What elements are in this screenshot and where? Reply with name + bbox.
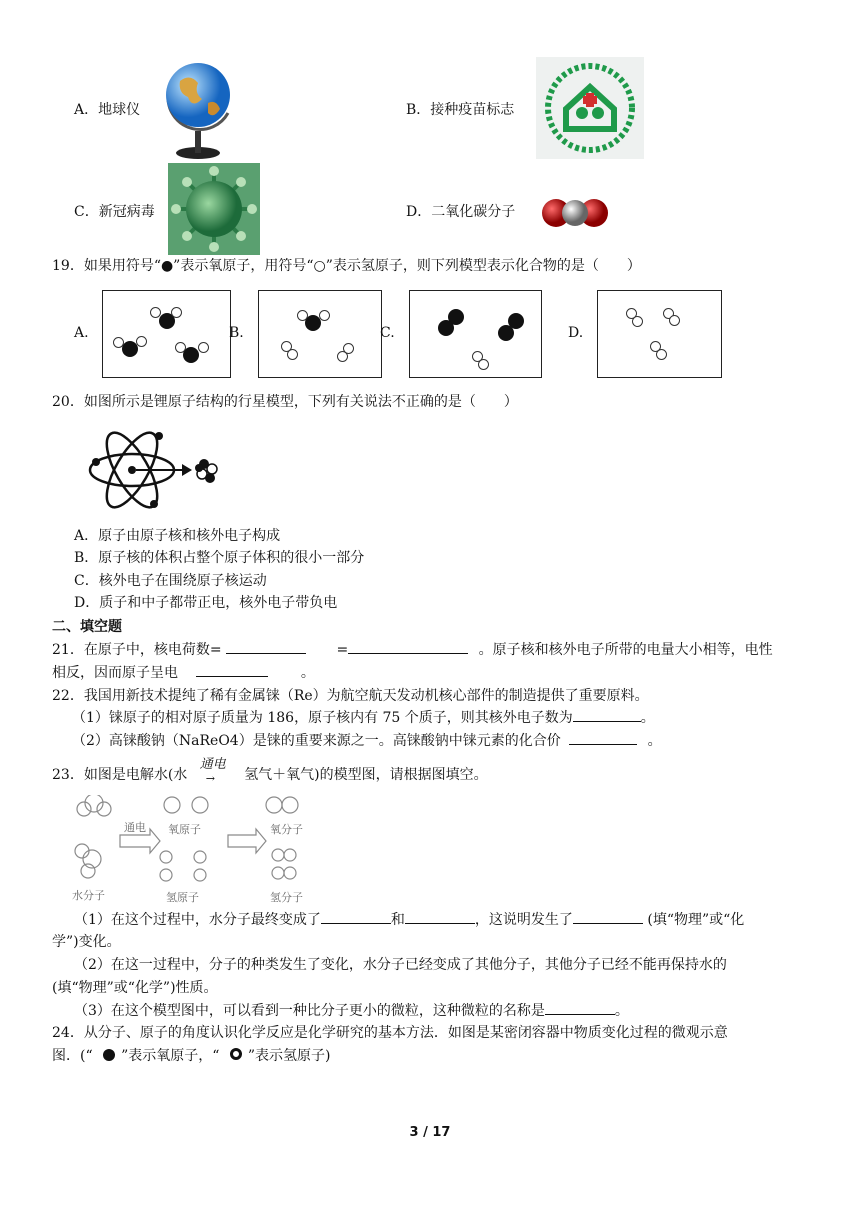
page-number: 3 / 17: [409, 1125, 451, 1140]
q18-option-c: C．新冠病毒: [74, 204, 155, 220]
q19-stem: 19．如果用符号“●”表示氧原子，用符号“○”表示氢原子，则下列模型表示化合物的是（ ）: [52, 258, 641, 274]
q20-option-a: A．原子由原子核和核外电子构成: [74, 528, 281, 544]
q22-sub-1-end: 。: [640, 710, 655, 726]
hydrogen-atom-icon: [230, 1048, 242, 1060]
fig-label-hydrogen-molecule: 氢分子: [270, 891, 303, 904]
q23-s2b: (填“物理”或“化学”)性质。: [52, 980, 218, 996]
q23-blank-2[interactable]: [405, 909, 475, 924]
co2-molecule-icon: [540, 195, 610, 231]
q23-sub-1: [74, 909, 808, 931]
q24-line-2b: ”表示氧原子，“: [121, 1048, 220, 1064]
q21-blank-1[interactable]: [226, 639, 306, 654]
reaction-arrow-icon: →: [205, 772, 215, 785]
q22-stem: 22．我国用新技术提纯了稀有金属铼（Re）为航空航天发动机核心部件的制造提供了重要原料。: [52, 688, 649, 704]
q19-label-d: D.: [568, 325, 584, 341]
q23-blank-4[interactable]: [545, 1000, 615, 1015]
q19-model-b: [258, 290, 382, 378]
q21-blank-2[interactable]: [348, 639, 468, 654]
q23-s1c: ，这说明发生了: [474, 912, 573, 928]
q22-blank-2[interactable]: [569, 730, 637, 745]
q20-stem: 20．如图所示是锂原子结构的行星模型，下列有关说法不正确的是（ ）: [52, 394, 518, 410]
q23-s1b: 和: [390, 912, 405, 928]
q22-blank-1[interactable]: [573, 707, 641, 722]
q24-line-2c: ”表示氢原子): [247, 1048, 331, 1064]
fig-label-hydrogen-atom: 氢原子: [166, 891, 199, 904]
q23-s1d: (填“物理”或“化: [647, 912, 745, 928]
q22-sub-1-text: （1）铼原子的相对原子质量为 186，原子核内有 75 个质子，则其核外电子数为: [72, 710, 573, 726]
section-title: 二、填空题: [52, 619, 122, 635]
vaccine-badge-icon: [536, 57, 644, 159]
fig-label-water-molecule: 水分子: [72, 889, 105, 902]
q24-line-2a: 图．(“: [52, 1048, 93, 1064]
virus-icon: [168, 163, 260, 255]
q21-text-2: =: [336, 642, 349, 658]
q21-blank-3[interactable]: [196, 662, 268, 677]
q19-model-c: [409, 290, 542, 378]
fig-label-tongdian: 通电: [124, 821, 146, 834]
q19-label-a: A.: [74, 325, 89, 341]
oxygen-atom-icon: [103, 1049, 115, 1061]
q18-option-b: B．接种疫苗标志: [406, 102, 515, 118]
q21-line-1: [52, 639, 808, 661]
q22-sub-2: [72, 730, 808, 752]
q21-text-3: 。原子核和核外电子所带的电量大小相等，电性: [478, 642, 773, 658]
electrolysis-model-figure: [66, 795, 316, 907]
q24-line-2: [52, 1045, 808, 1067]
q23-condition: [196, 757, 236, 786]
q23-blank-1[interactable]: [321, 909, 391, 924]
q19-model-d: [597, 290, 722, 378]
globe-icon: [158, 53, 238, 163]
q18-option-d: D．二氧化碳分子: [406, 204, 516, 220]
q21-text-4: 相反，因而原子呈电: [52, 665, 178, 681]
q23-s3end: 。: [614, 1003, 629, 1019]
q23-condition-text: 通电: [199, 757, 226, 772]
q23-stem-a: 23．如图是电解水(水: [52, 767, 188, 783]
q23-stem: [52, 757, 808, 786]
q20-option-b: B．原子核的体积占整个原子体积的很小一部分: [74, 550, 365, 566]
q21-text-1: 21．在原子中，核电荷数=: [52, 642, 222, 658]
q22-sub-2-text: （2）高铼酸钠（NaReO4）是铼的重要来源之一。高铼酸钠中铼元素的化合价: [72, 733, 561, 749]
q20-option-d: D．质子和中子都带正电，核外电子带负电: [74, 595, 338, 611]
q23-sub-3: [74, 1000, 808, 1022]
fig-label-oxygen-atom: 氧原子: [168, 823, 201, 836]
q23-s1a: （1）在这个过程中，水分子最终变成了: [74, 912, 321, 928]
q19-label-b: B.: [229, 325, 244, 341]
q22-sub-2-end: 。: [647, 733, 662, 749]
q21-text-5: 。: [300, 665, 315, 681]
q19-model-a: [102, 290, 231, 378]
fig-label-oxygen-molecule: 氧分子: [270, 823, 303, 836]
q23-s2a: （2）在这一过程中，分子的种类发生了变化，水分子已经变成了其他分子，其他分子已经不能再保持水的: [74, 957, 727, 973]
q22-sub-1: [72, 707, 808, 729]
q20-option-c: C．核外电子在围绕原子核运动: [74, 573, 267, 589]
q18-option-a: A．地球仪: [74, 102, 141, 118]
q23-blank-3[interactable]: [573, 909, 643, 924]
q23-s1e: 学”)变化。: [52, 934, 121, 950]
q19-label-c: C.: [380, 325, 395, 341]
lithium-atom-model-figure: [86, 418, 222, 518]
q21-line-2: [52, 662, 808, 684]
q23-s3: （3）在这个模型图中，可以看到一种比分子更小的微粒，这种微粒的名称是: [74, 1003, 545, 1019]
q23-stem-b: 氢气＋氧气)的模型图，请根据图填空。: [244, 767, 488, 783]
q24-line-1: 24．从分子、原子的角度认识化学反应是化学研究的基本方法．如图是某密闭容器中物质变化过程的微观示意: [52, 1025, 728, 1041]
